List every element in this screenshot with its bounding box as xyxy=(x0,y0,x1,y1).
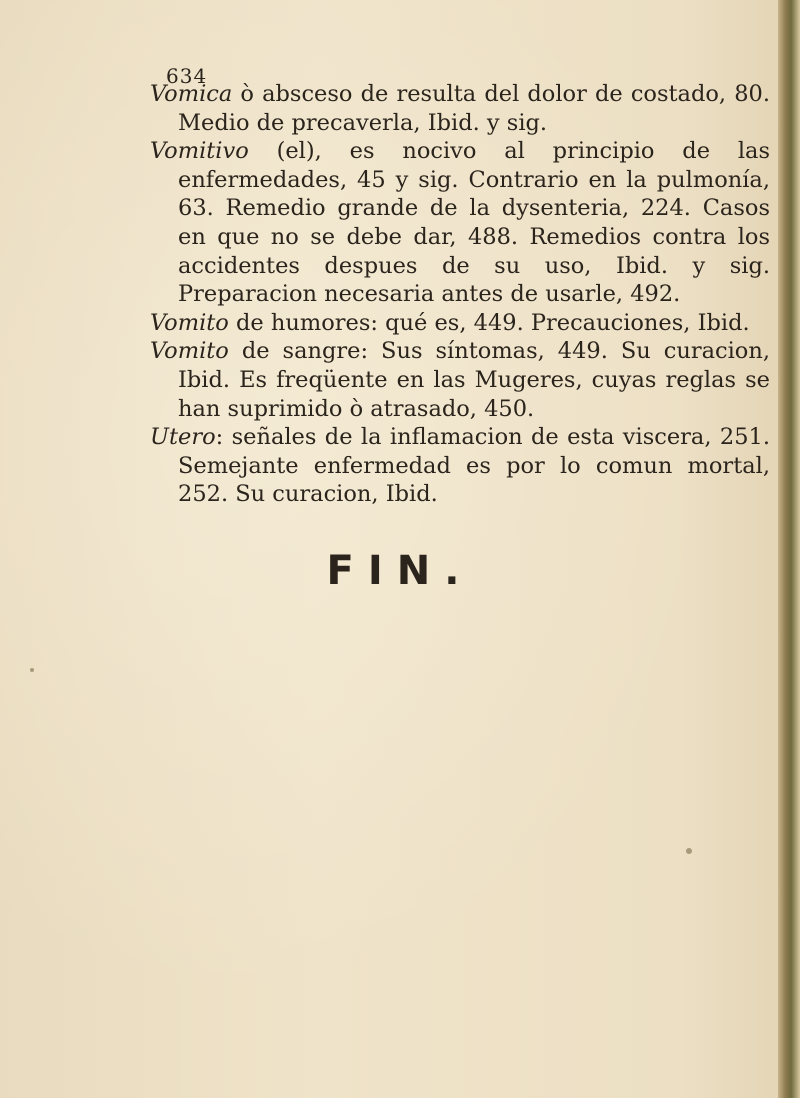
index-entry xyxy=(150,80,770,137)
closing-fin: FIN. xyxy=(326,548,474,594)
entry-heading: Vomica xyxy=(150,81,233,107)
entry-heading: Vomito xyxy=(150,309,229,336)
entry-heading: Utero xyxy=(150,424,216,451)
index-entry xyxy=(150,423,770,509)
page-number: 634 xyxy=(166,64,208,88)
entry-text: de sangre: Sus síntomas, 449. Su curacion, Ibid. Es freqüente en las Mugeres, cuyas reglas se han suprimido ò atrasado, 450. xyxy=(178,338,770,422)
index-entry xyxy=(150,137,770,309)
paper-speck xyxy=(686,848,692,854)
entry-heading: Vomitivo xyxy=(150,138,249,165)
entry-text: de humores: qué es, 449. Precauciones, Ibid. xyxy=(228,309,750,336)
paper-speck xyxy=(30,668,34,672)
entry-text: : señales de la inflamacion de esta viscera, 251. Semejante enfermedad es por lo comun mortal, 252. Su curacion, Ibid. xyxy=(178,424,770,508)
index-entries xyxy=(150,80,770,509)
index-entry xyxy=(150,309,770,338)
entry-text: ò absceso de resulta del dolor de costado, 80. Medio de precaverla, Ibid. y sig. xyxy=(178,81,770,136)
entry-heading: Vomito xyxy=(150,338,229,365)
entry-text: (el), es nocivo al principio de las enfermedades, 45 y sig. Contrario en la pulmonía, 63. Remedio grande de la dysenteria, 224. Casos en que no se debe dar, 488. Remedios contra los accidentes despues de su uso, Ibid. y sig. Preparacion necesaria antes de usarle, 492. xyxy=(178,138,770,308)
index-entry xyxy=(150,337,770,423)
